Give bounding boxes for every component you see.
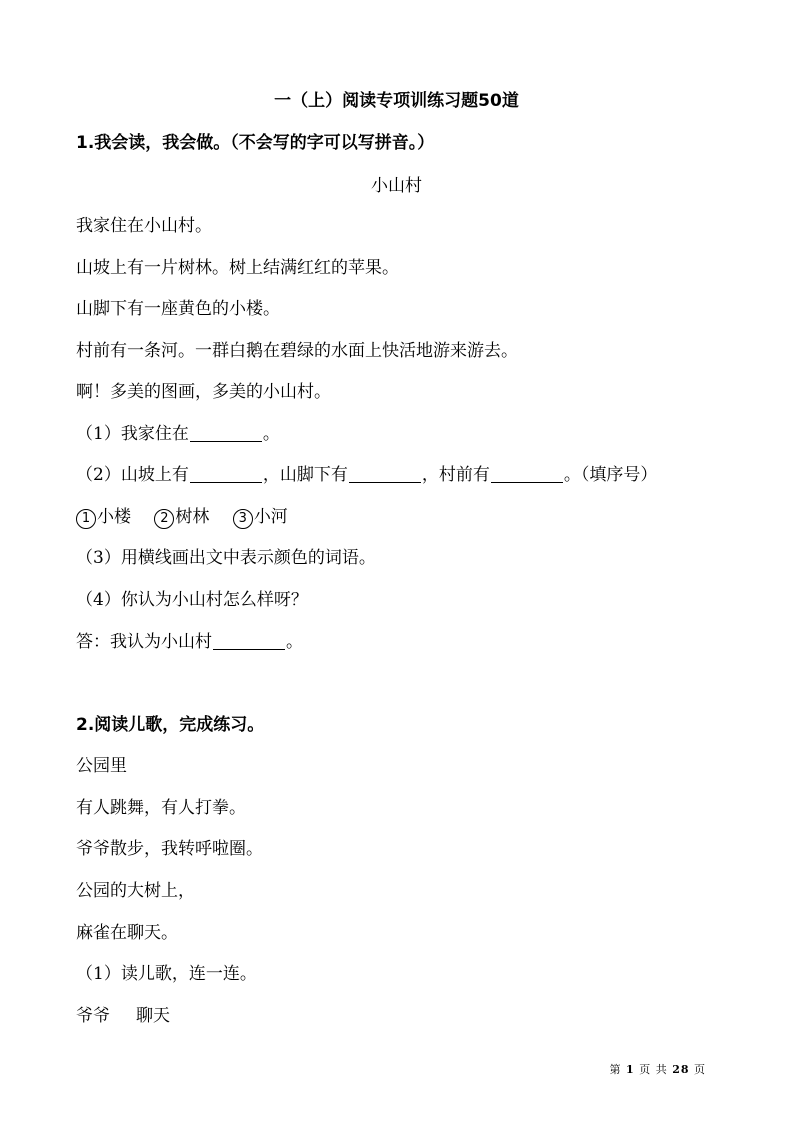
- footer-total-pages: 28: [672, 1063, 690, 1076]
- sub-1-prefix: （1）我家住在: [76, 424, 189, 444]
- sub-2-prefix: （2）山坡上有: [76, 465, 189, 485]
- footer-text: 页: [639, 1063, 652, 1076]
- sub-2-mid-2: ，村前有: [421, 465, 490, 485]
- question-1-sub-4: （4）你认为小山村怎么样呀？: [76, 590, 308, 610]
- sub-2-mid-1: ，山脚下有: [262, 465, 348, 485]
- poem-line-1: 公园里: [76, 756, 127, 776]
- sub-2-suffix: 。（填序号）: [563, 465, 658, 485]
- circled-number-2: 2: [154, 509, 174, 529]
- question-1-sub-3: （3）用横线画出文中表示颜色的词语。: [76, 548, 376, 568]
- passage-line-4: 村前有一条河。一群白鹅在碧绿的水面上快活地游来游去。: [76, 341, 518, 361]
- answer-blank[interactable]: [190, 465, 262, 483]
- option-list: [76, 502, 306, 529]
- option-text: 树林: [175, 507, 210, 527]
- question-2-sub-1: （1）读儿歌，连一连。: [76, 964, 257, 984]
- question-1-sub-2: [76, 460, 657, 485]
- circled-number-1: 1: [76, 509, 96, 529]
- document-title: 一（上）阅读专项训练习题50道: [274, 91, 519, 111]
- poem-line-4: 公园的大树上，: [76, 881, 195, 901]
- passage-line-1: 我家住在小山村。: [76, 216, 212, 236]
- answer-prefix: 答：我认为小山村: [76, 632, 212, 652]
- option-item: [76, 502, 131, 529]
- option-text: 小河: [253, 507, 288, 527]
- passage-line-5: 啊！多美的图画，多美的小山村。: [76, 382, 331, 402]
- passage-line-2: 山坡上有一片树林。树上结满红红的苹果。: [76, 258, 399, 278]
- answer-blank[interactable]: [190, 424, 262, 442]
- circled-number-3: 3: [233, 509, 253, 529]
- poem-line-5: 麻雀在聊天。: [76, 923, 178, 943]
- option-text: 小楼: [97, 507, 131, 527]
- answer-blank[interactable]: [491, 465, 563, 483]
- footer-text: 第: [609, 1063, 622, 1076]
- sub-1-suffix: 。: [262, 424, 280, 444]
- answer-blank[interactable]: [349, 465, 421, 483]
- question-1-sub-1: [76, 419, 280, 444]
- answer-blank[interactable]: [213, 632, 285, 650]
- footer-page-number: 1: [626, 1063, 635, 1076]
- answer-line: [76, 627, 303, 652]
- page-footer: [0, 1061, 706, 1077]
- passage-line-3: 山脚下有一座黄色的小楼。: [76, 299, 280, 319]
- footer-text: 页: [694, 1063, 706, 1076]
- match-right-word: 聊天: [136, 1006, 170, 1026]
- question-2-heading: 2.阅读儿歌，完成练习。: [76, 715, 265, 735]
- poem-line-3: 爷爷散步，我转呼啦圈。: [76, 839, 263, 859]
- option-item: [154, 502, 209, 529]
- match-left-word: 爷爷: [76, 1006, 110, 1026]
- question-1-heading: 1.我会读，我会做。（不会写的字可以写拼音。）: [76, 133, 435, 153]
- answer-suffix: 。: [286, 632, 303, 652]
- poem-line-2: 有人跳舞，有人打拳。: [76, 798, 246, 818]
- footer-text: 共: [655, 1063, 668, 1076]
- match-row: [76, 1001, 170, 1026]
- option-item: [233, 502, 288, 529]
- passage-title: 小山村: [371, 176, 422, 196]
